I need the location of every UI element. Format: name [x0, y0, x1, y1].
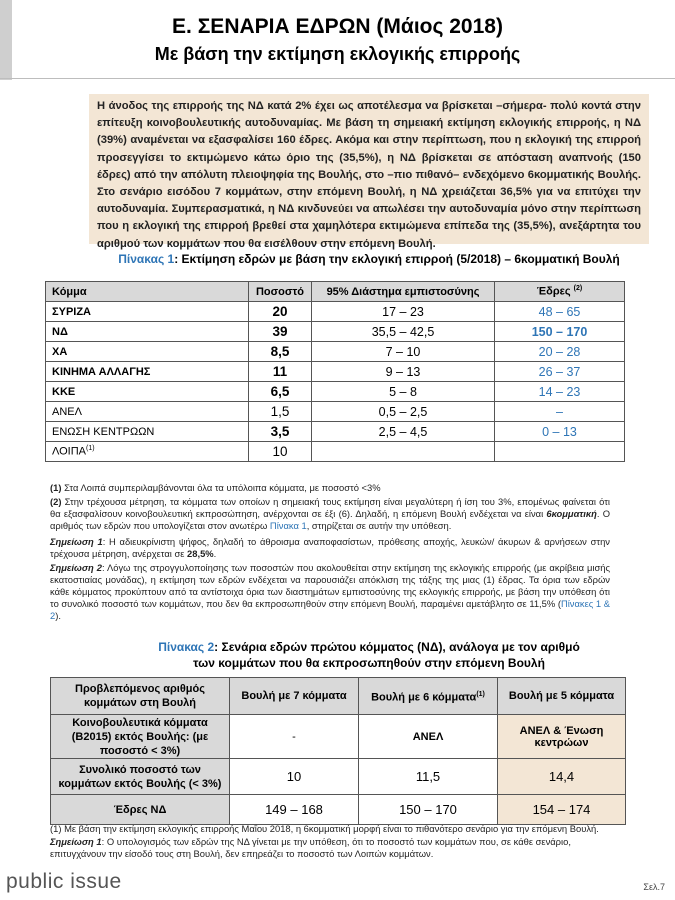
note-label: Σημείωση 1 [50, 836, 102, 847]
footnote-2 [50, 496, 610, 532]
page-subtitle: Με βάση την εκτίμηση εκλογικής επιρροής [154, 44, 521, 64]
party-seats: 0 – 13 [495, 422, 625, 442]
cell-5: 154 – 174 [498, 795, 626, 825]
note-label: Σημείωση 1 [50, 536, 103, 547]
page-title: Ε. ΣΕΝΑΡΙΑ ΕΔΡΩΝ (Μάιος 2018) [172, 15, 503, 38]
party-percent: 20 [249, 302, 312, 322]
header-side-bar [0, 0, 12, 80]
footnote-1: (1) Με βάση την εκτίμηση εκλογικής επιρροής Μαΐου 2018, η 6κομματική μορφή είναι το πιθανότερο σενάριο για την επόμενη Βουλή. [50, 823, 599, 834]
table-row [46, 402, 625, 422]
party-interval: 17 – 23 [312, 302, 495, 322]
party-name: ΣΥΡΙΖΑ [46, 302, 249, 322]
page-header [0, 0, 675, 80]
col-seats-label: Έδρες [536, 285, 571, 298]
col-7-parties: Βουλή με 7 κόμματα [230, 678, 359, 715]
note-emphasis: 28,5% [187, 548, 214, 559]
party-seats: 48 – 65 [495, 302, 625, 322]
table-header-row [51, 678, 626, 715]
page-number: Σελ.7 [643, 882, 665, 892]
party-interval: 2,5 – 4,5 [312, 422, 495, 442]
note-text: : Λόγω της στρογγυλοποίησης των ποσοστών που ακολουθείται στην εκτίμηση της εκλογικής επιρροής (με ακρίβεια μισής εκατοστιαίας μονάδας), η εκτίμηση των εδρών ενδέχεται να παρουσιάζει απόκλιση της τάξης της μιας (1) έδρας. Τα όρια των εδρών κάθε κόμματος προκύπτουν από τα αντίστοιχα όρια των διαστημάτων εμπιστοσύνης της εκλογικής επιρροής, με βάση την υπόθεση ότι το συνολικό ποσοστό των κομμάτων, που δεν θα εκπροσωπηθούν στην επόμενη Βουλή, παραμένει αμετάβλητο σε 11,5% ( [50, 562, 610, 609]
header-divider [0, 78, 675, 79]
table2-caption [89, 639, 649, 671]
cell-7: 10 [230, 759, 359, 795]
footnote-1 [50, 482, 610, 494]
table2-notes [50, 823, 610, 861]
cell-7: 149 – 168 [230, 795, 359, 825]
party-interval: 0,5 – 2,5 [312, 402, 495, 422]
tables-reference-link[interactable]: Πίνακες 1 & 2 [50, 598, 610, 621]
note-text: ). [55, 610, 61, 621]
party-seats [495, 442, 625, 462]
col-6-footnote: (1) [476, 690, 485, 698]
table-row [46, 362, 625, 382]
row-label: Κοινοβουλευτικά κόμματα (Β2015) εκτός Βουλής: (με ποσοστό < 3%) [51, 715, 230, 759]
party-percent: 10 [249, 442, 312, 462]
footnote-text: . Ο αριθμός των εδρών που υπολογίζεται στον ανωτέρω [50, 508, 610, 531]
footnote-mark: (1) [50, 482, 62, 493]
party-seats: 26 – 37 [495, 362, 625, 382]
note-text: : Ο υπολογισμός των εδρών της ΝΔ γίνεται με την υπόθεση, ότι το ποσοστό των κομμάτων που, σε κάθε σενάριο, επιτυγχάνουν την είσοδό τους στη Βουλή, δεν επηρεάζει το ποσοστό των Λοιπών κομμάτων. [50, 836, 571, 859]
seats-estimate-table [45, 281, 625, 462]
table1-caption [89, 252, 649, 266]
footnote-text: , στηρίζεται σε αυτήν την υπόθεση. [306, 520, 452, 531]
footnote-mark: (2) [50, 496, 62, 507]
party-percent: 3,5 [249, 422, 312, 442]
party-percent: 6,5 [249, 382, 312, 402]
row-label: Συνολικό ποσοστό των κομμάτων εκτός Βουλής (< 3%) [51, 759, 230, 795]
party-interval: 5 – 8 [312, 382, 495, 402]
party-percent: 8,5 [249, 342, 312, 362]
table1-reference-link[interactable]: Πίνακα 1 [269, 520, 307, 531]
col-party: Κόμμα [46, 282, 249, 302]
party-percent: 39 [249, 322, 312, 342]
cell-5: ΑΝΕΛ & Ένωση κεντρώων [498, 715, 626, 759]
party-percent: 11 [249, 362, 312, 382]
note-1 [50, 836, 610, 860]
party-name [46, 442, 249, 462]
cell-7: - [230, 715, 359, 759]
party-interval: 7 – 10 [312, 342, 495, 362]
party-name: ΚΚΕ [46, 382, 249, 402]
note-2 [50, 562, 610, 622]
cell-5: 14,4 [498, 759, 626, 795]
col-seats-footnote: (2) [573, 285, 583, 293]
party-seats: – [495, 402, 625, 422]
col-6-parties-label: Βουλή με 6 κόμματα [371, 691, 477, 704]
footnote-emphasis: 6κομματική [546, 508, 597, 519]
party-name: ΚΙΝΗΜΑ ΑΛΛΑΓΗΣ [46, 362, 249, 382]
table2-title-line1: : Σενάρια εδρών πρώτου κόμματος (ΝΔ), ανάλογα με τον αριθμό [214, 640, 580, 654]
table-row [51, 715, 626, 759]
col-confidence-interval: 95% Διάστημα εμπιστοσύνης [312, 282, 495, 302]
table1-title: : Εκτίμηση εδρών με βάση την εκλογική επιρροή (5/2018) – 6κομματική Βουλή [174, 252, 620, 266]
party-seats: 14 – 23 [495, 382, 625, 402]
brand-logo: public issue [6, 870, 122, 893]
footnote-text: Στα Λοιπά συμπεριλαμβάνονται όλα τα υπόλοιπα κόμματα, με ποσοστό <3% [61, 482, 381, 493]
col-seats [495, 282, 625, 302]
party-name: ΑΝΕΛ [46, 402, 249, 422]
cell-6: 150 – 170 [359, 795, 498, 825]
footnote-text: Στην τρέχουσα μέτρηση, τα κόμματα των οποίων η σημειακή τους εκτίμηση είναι μεγαλύτερη ή ίση του 3%, επομένως φαίνεται ότι θα εξασφαλίσουν κοινοβουλευτική εκπροσώπηση, ανέρχονται σε έξι (6). Δηλαδή, η επόμενη Βουλή ενδέχεται να είναι [50, 496, 610, 519]
note-1 [50, 536, 610, 560]
party-footnote: (1) [86, 445, 95, 453]
intro-paragraph: Η άνοδος της επιρροής της ΝΔ κατά 2% έχει ως αποτέλεσμα να βρίσκεται –σήμερα- πολύ κοντά στην επίτευξη κοινοβουλευτικής αυτοδυναμίας. Με βάση τη σημειακή εκτίμηση εκλογικής επιρροής, η ΝΔ (39%) αναμένεται να εξασφαλίσει 160 έδρες. Ακόμα και στην περίπτωση, που η εκλογική της επιρροή προσεγγίσει το εκτιμώμενο κάτω όριο της (35,5%), η ΝΔ βρίσκεται σε απόσταση αναπνοής (150 έδρες) από την απόλυτη πλειοψηφία της Βουλής, στο –πιο πιθανό– ενδεχόμενο 6κομματικής Βουλής. Στο σενάριο εισόδου 7 κομμάτων, στην επόμενη Βουλή, η ΝΔ χρειάζεται 36,5% για να επιτύχει την αυτοδυναμία. Συμπερασματικά, η ΝΔ κινδυνεύει να απωλέσει την αυτοδυναμία μόνο στην περίπτωση που η εκλογική της επιρροή βρεθεί στα χαμηλότερα εκτιμώμενα επίπεδα της (35,5%), ανεξάρτητα του αριθμού των κομμάτων που θα εισέλθουν στην επόμενη Βουλή. [89, 94, 649, 244]
table-row [46, 342, 625, 362]
party-interval [312, 442, 495, 462]
table2-title-line2: των κομμάτων που θα εκπροσωπηθούν στην επόμενη Βουλή [193, 656, 545, 670]
col-percent: Ποσοστό [249, 282, 312, 302]
table-row [46, 322, 625, 342]
table-row [46, 302, 625, 322]
party-interval: 35,5 – 42,5 [312, 322, 495, 342]
table2-label: Πίνακας 2 [158, 640, 215, 654]
party-name-text: ΛΟΙΠΑ [52, 445, 87, 458]
party-seats: 20 – 28 [495, 342, 625, 362]
table-row [46, 382, 625, 402]
party-interval: 9 – 13 [312, 362, 495, 382]
col-scenario: Προβλεπόμενος αριθμός κομμάτων στη Βουλή [51, 678, 230, 715]
party-name: ΧΑ [46, 342, 249, 362]
row-label: Έδρες ΝΔ [51, 795, 230, 825]
party-seats: 150 – 170 [495, 322, 625, 342]
col-5-parties: Βουλή με 5 κόμματα [498, 678, 626, 715]
table-row [46, 422, 625, 442]
party-name: ΕΝΩΣΗ ΚΕΝΤΡΩΩΝ [46, 422, 249, 442]
table-row [46, 442, 625, 462]
table-header-row [46, 282, 625, 302]
table-row [51, 795, 626, 825]
table-row [51, 759, 626, 795]
col-6-parties [359, 678, 498, 715]
note-text: : Η αδιευκρίνιστη ψήφος, δηλαδή το άθροισμα αναποφασίστων, πρόθεσης αποχής, λευκών/ άκυρων & αρνήσεων στην τρέχουσα μέτρηση, ανέρχεται σε [50, 536, 610, 559]
note-text: . [213, 548, 217, 559]
table1-notes [50, 482, 610, 624]
cell-6: ΑΝΕΛ [359, 715, 498, 759]
table1-label: Πίνακας 1 [118, 252, 175, 266]
party-name: ΝΔ [46, 322, 249, 342]
note-label: Σημείωση 2 [50, 562, 102, 573]
scenarios-table [50, 677, 626, 825]
cell-6: 11,5 [359, 759, 498, 795]
party-percent: 1,5 [249, 402, 312, 422]
